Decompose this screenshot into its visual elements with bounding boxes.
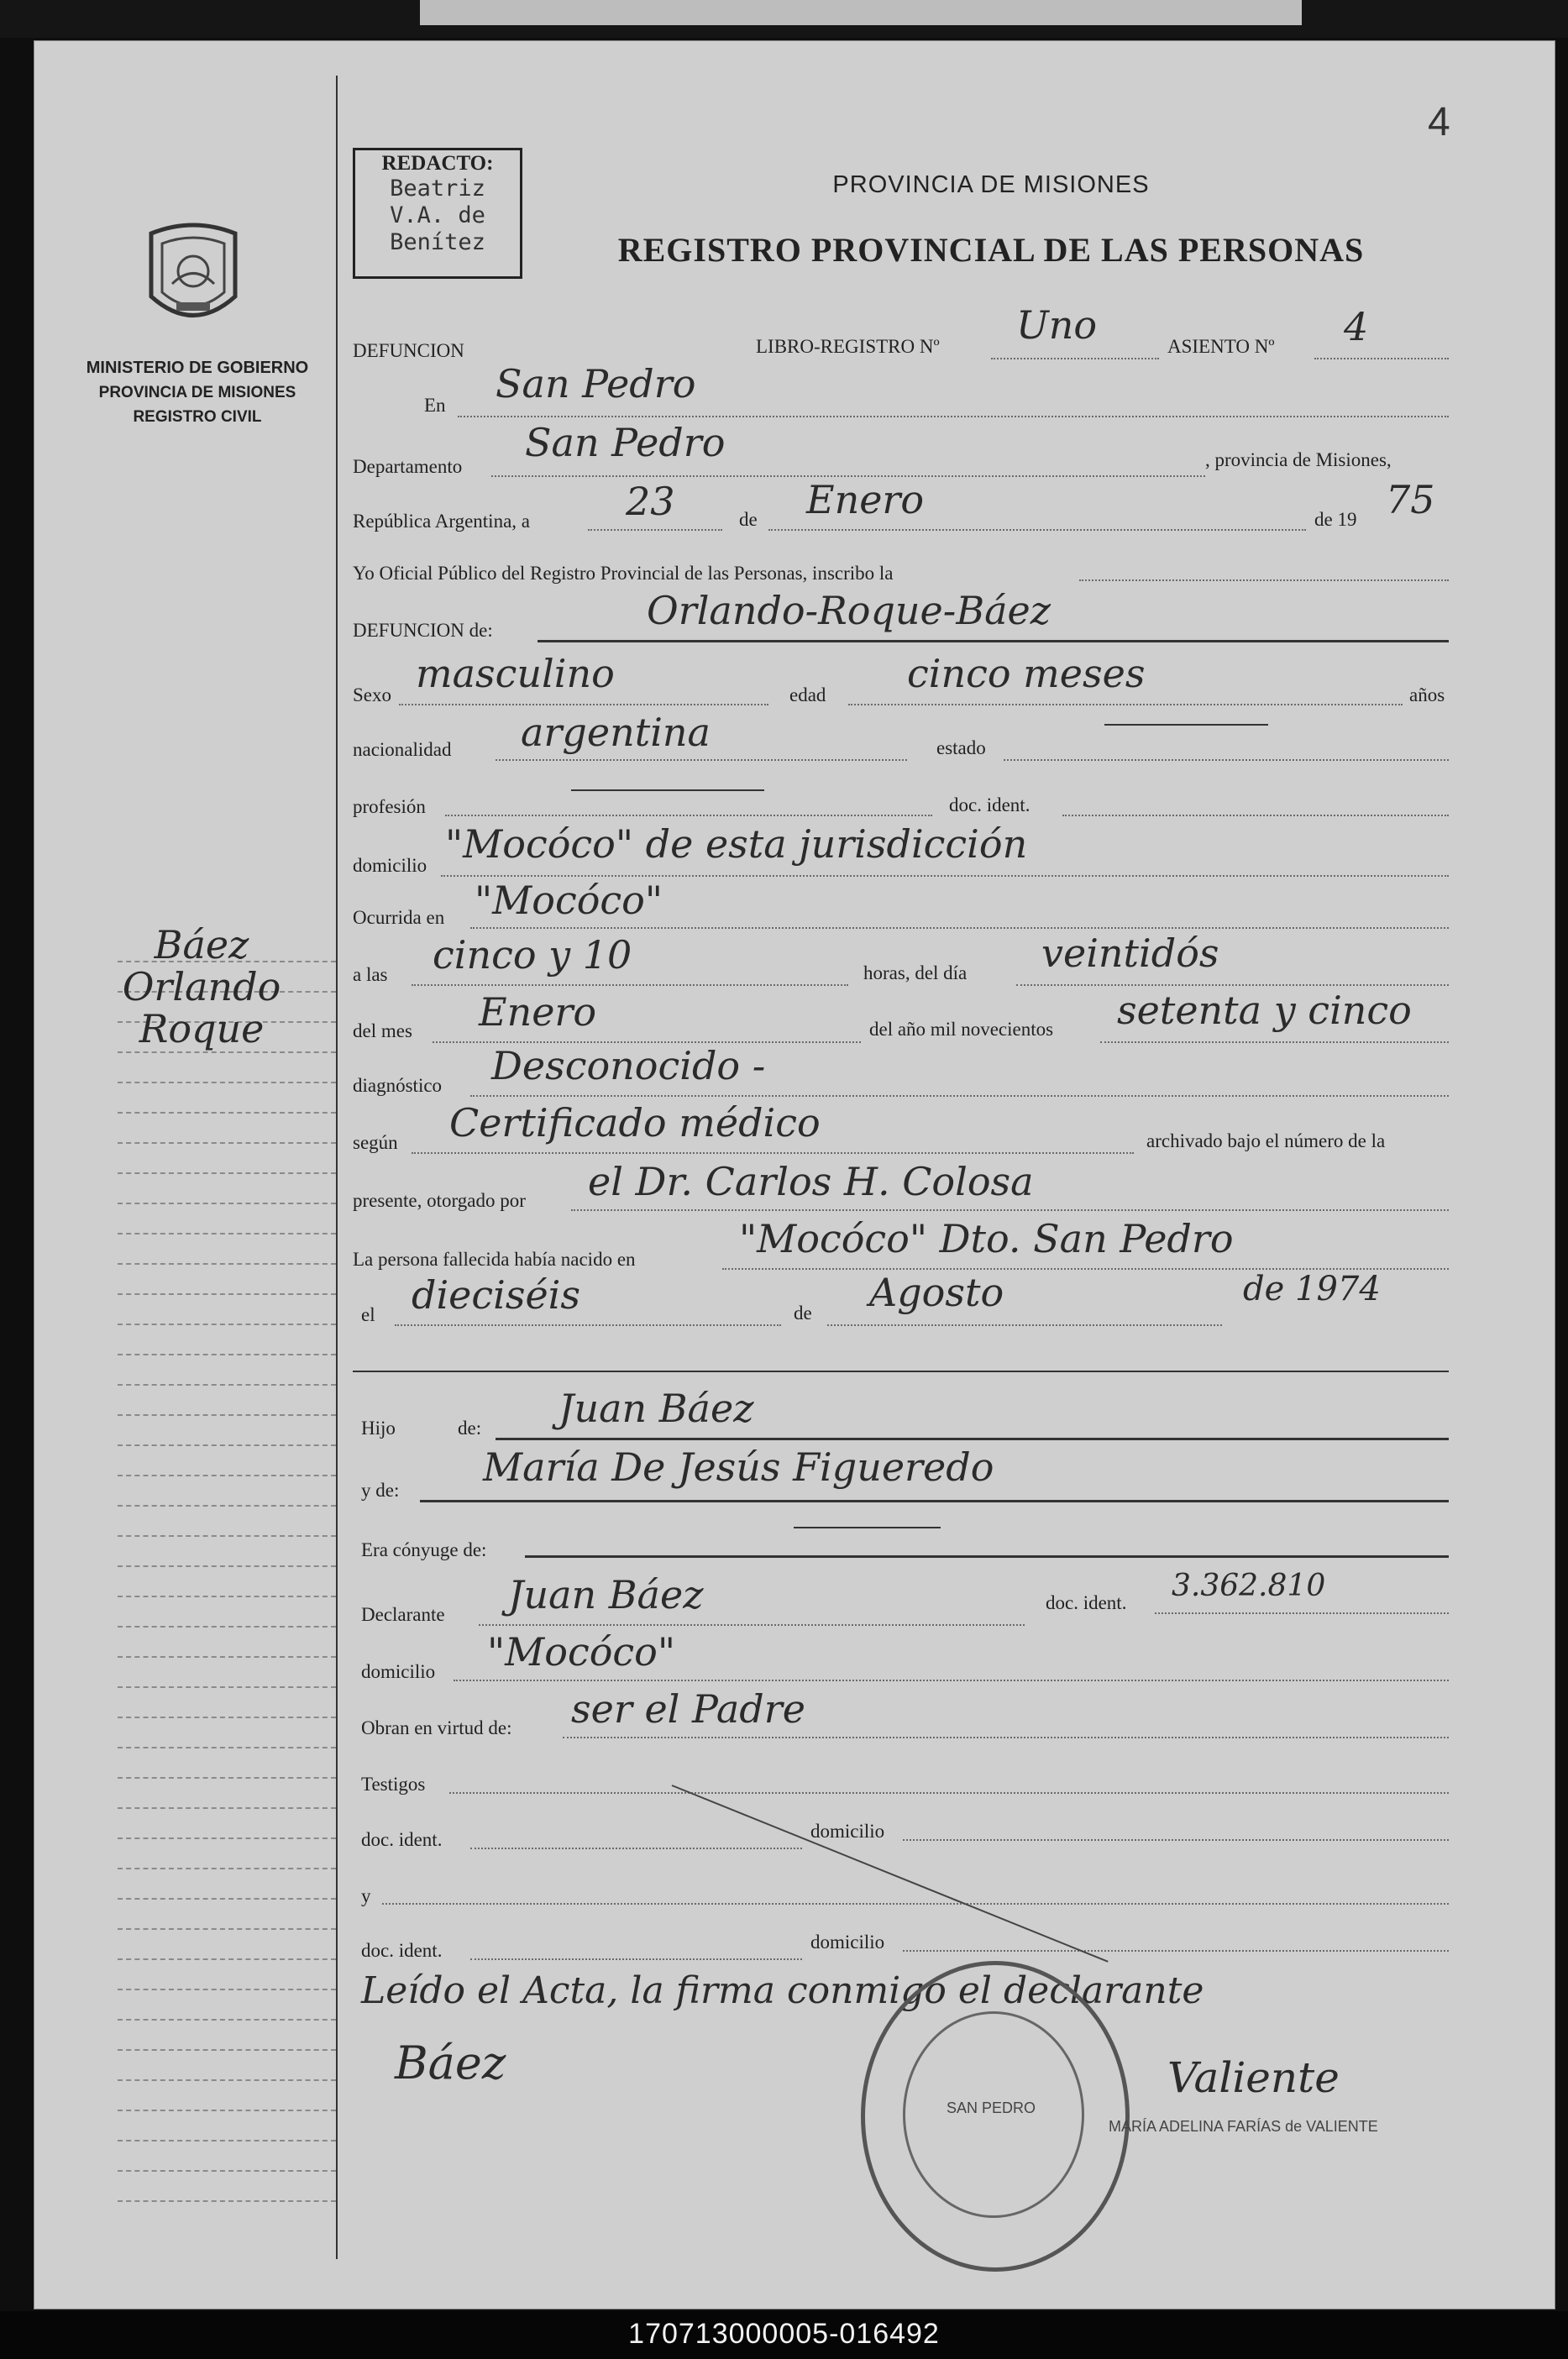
ministry-header bbox=[59, 356, 336, 429]
segun-value: Certificado médico bbox=[449, 1100, 821, 1145]
fill-line bbox=[768, 529, 1306, 531]
nacido-label: La persona fallecida había nacido en bbox=[353, 1249, 636, 1270]
fill-line bbox=[382, 1903, 1449, 1905]
decl-domicilio-label: domicilio bbox=[361, 1661, 436, 1682]
fill-line bbox=[794, 1527, 941, 1528]
section-divider bbox=[353, 1371, 1449, 1372]
nacionalidad-value: argentina bbox=[521, 710, 711, 755]
redacto-box bbox=[353, 148, 522, 279]
margin-annotation bbox=[97, 924, 307, 1050]
declarante-value: Juan Báez bbox=[508, 1572, 704, 1617]
defuncion-de-label: DEFUNCION de: bbox=[353, 620, 493, 641]
fill-line bbox=[449, 1792, 1449, 1794]
fill-line bbox=[903, 1839, 1449, 1841]
fill-line bbox=[445, 815, 932, 816]
fill-line bbox=[470, 1848, 802, 1849]
a-las-label: a las bbox=[353, 964, 388, 985]
dia-letras-value: veintidós bbox=[1041, 930, 1219, 976]
del-mes-label: del mes bbox=[353, 1020, 412, 1041]
nac-anio-value: de 1974 bbox=[1243, 1270, 1381, 1308]
ministry-line: REGISTRO CIVIL bbox=[133, 408, 262, 426]
obran-value: ser el Padre bbox=[571, 1686, 805, 1732]
defuncion-label: DEFUNCION bbox=[353, 340, 464, 361]
madre-value: María De Jesús Figueredo bbox=[483, 1444, 994, 1490]
margin-note-line: Báez bbox=[154, 922, 249, 967]
nac-dia-value: dieciséis bbox=[412, 1272, 581, 1318]
anio-letras-value: setenta y cinco bbox=[1117, 988, 1412, 1033]
fill-line bbox=[903, 1950, 1449, 1952]
fill-line bbox=[479, 1624, 1025, 1626]
margin-rule bbox=[336, 76, 338, 2259]
fill-line bbox=[563, 1737, 1449, 1738]
fill-line bbox=[454, 1680, 1449, 1681]
segun-label: según bbox=[353, 1132, 398, 1153]
fill-line bbox=[458, 416, 1449, 417]
fill-line bbox=[412, 1152, 1134, 1154]
officer-stamp: MARÍA ADELINA FARÍAS de VALIENTE bbox=[1109, 2118, 1378, 2135]
page-number: 4 bbox=[1428, 100, 1450, 144]
estado-label: estado bbox=[936, 737, 986, 758]
fill-line bbox=[470, 1958, 802, 1960]
testigo-domicilio-label: domicilio bbox=[810, 1821, 885, 1842]
anio-value: 75 bbox=[1386, 477, 1435, 522]
hijo-label: Hijo bbox=[361, 1418, 396, 1439]
sexo-label: Sexo bbox=[353, 684, 391, 705]
redacto-name: Beatriz bbox=[390, 176, 485, 202]
asiento-label: ASIENTO Nº bbox=[1167, 336, 1275, 357]
fill-line bbox=[827, 1324, 1222, 1326]
seal-text: SAN PEDRO bbox=[946, 2100, 1036, 2116]
en-value: San Pedro bbox=[496, 361, 696, 406]
fill-line bbox=[571, 789, 764, 791]
fill-line bbox=[1314, 358, 1449, 359]
fill-line bbox=[571, 1209, 1449, 1211]
testigo2-domicilio-label: domicilio bbox=[810, 1932, 885, 1953]
presente-label: presente, otorgado por bbox=[353, 1190, 526, 1211]
el-label: el bbox=[361, 1304, 375, 1325]
departamento-label: Departamento bbox=[353, 456, 463, 477]
horas-dia-label: horas, del día bbox=[863, 962, 968, 983]
dia-value: 23 bbox=[626, 479, 675, 524]
edad-label: edad bbox=[789, 684, 826, 705]
fill-line bbox=[441, 875, 1449, 877]
padre-value: Juan Báez bbox=[559, 1386, 754, 1431]
footer-id: 170713000005-016492 bbox=[628, 2318, 940, 2350]
redacto-name: V.A. de bbox=[390, 202, 485, 228]
nacionalidad-label: nacionalidad bbox=[353, 739, 452, 760]
province-title: PROVINCIA DE MISIONES bbox=[832, 171, 1150, 198]
doc-ident-label: doc. ident. bbox=[949, 794, 1030, 815]
fill-line bbox=[588, 529, 722, 531]
fill-line bbox=[470, 1095, 1449, 1097]
mes-value: Enero bbox=[806, 477, 925, 522]
decl-domicilio-value: "Mocóco" bbox=[487, 1629, 676, 1675]
fill-line bbox=[496, 1438, 1449, 1440]
ocurrida-value: "Mocóco" bbox=[475, 878, 663, 923]
signature-right: Valiente bbox=[1167, 2053, 1340, 2102]
libro-label: LIBRO-REGISTRO Nº bbox=[756, 336, 940, 357]
testigos-label: Testigos bbox=[361, 1774, 426, 1795]
archivado-label: archivado bajo el número de la bbox=[1146, 1130, 1386, 1151]
fallecido-value: Orlando-Roque-Báez bbox=[647, 588, 1051, 633]
ministry-line: MINISTERIO DE GOBIERNO bbox=[86, 359, 309, 377]
margin-note-line: Roque bbox=[139, 1006, 265, 1051]
de-label: de bbox=[739, 509, 758, 530]
declarante-label: Declarante bbox=[361, 1604, 445, 1625]
anio-prefix: de 19 bbox=[1314, 509, 1357, 530]
closing-text: Leído el Acta, la firma conmigo el declarante bbox=[361, 1969, 1204, 2012]
anios-label: años bbox=[1409, 684, 1445, 705]
fill-line bbox=[470, 927, 1449, 929]
fill-line bbox=[848, 704, 1403, 705]
fill-line bbox=[1079, 579, 1449, 581]
fill-line bbox=[1004, 759, 1449, 761]
redacto-header: REDACTO: bbox=[381, 152, 494, 175]
fill-line bbox=[412, 984, 848, 986]
departamento-value: San Pedro bbox=[525, 420, 726, 465]
fill-line bbox=[420, 1500, 1449, 1502]
declarante-doc-label: doc. ident. bbox=[1046, 1592, 1127, 1613]
del-mes-value: Enero bbox=[479, 989, 597, 1035]
domicilio-value: "Mocóco" de esta jurisdicción bbox=[445, 821, 1028, 867]
margin-note-line: Orlando bbox=[122, 964, 281, 1009]
declarante-doc-value: 3.362.810 bbox=[1172, 1569, 1326, 1603]
oficial-text: Yo Oficial Público del Registro Provincial de las Personas, inscribo la bbox=[353, 563, 894, 584]
nac-de-label: de bbox=[794, 1303, 812, 1324]
fill-line bbox=[1155, 1612, 1449, 1614]
testigo2-doc-label: doc. ident. bbox=[361, 1940, 443, 1961]
anio-mil-label: del año mil novecientos bbox=[869, 1019, 1054, 1040]
fill-line bbox=[399, 704, 768, 705]
sexo-value: masculino bbox=[416, 651, 615, 696]
fill-line bbox=[1062, 815, 1449, 816]
redacto-name: Benítez bbox=[390, 229, 485, 255]
fill-line bbox=[991, 358, 1159, 359]
diagnostico-label: diagnóstico bbox=[353, 1075, 443, 1096]
hijo-de-label: de: bbox=[458, 1418, 482, 1439]
hora-value: cinco y 10 bbox=[433, 932, 632, 978]
conyuge-label: Era cónyuge de: bbox=[361, 1539, 487, 1560]
fill-line bbox=[538, 640, 1449, 642]
provincia-suffix: , provincia de Misiones, bbox=[1205, 449, 1392, 470]
domicilio-label: domicilio bbox=[353, 855, 427, 876]
libro-value: Uno bbox=[1016, 302, 1098, 348]
presente-value: el Dr. Carlos H. Colosa bbox=[588, 1159, 1034, 1204]
y-de-label: y de: bbox=[361, 1480, 400, 1501]
margin-ruled-lines bbox=[118, 932, 336, 2202]
provincial-seal-icon bbox=[139, 217, 248, 334]
obran-label: Obran en virtud de: bbox=[361, 1717, 512, 1738]
ocurrida-label: Ocurrida en bbox=[353, 907, 445, 928]
fill-line bbox=[525, 1555, 1449, 1558]
republica-label: República Argentina, a bbox=[353, 511, 530, 532]
signature-left: Báez bbox=[395, 2037, 506, 2089]
fill-line bbox=[1104, 724, 1268, 726]
underlying-page bbox=[420, 0, 1302, 25]
asiento-value: 4 bbox=[1344, 304, 1369, 349]
fill-line bbox=[496, 759, 907, 761]
nac-mes-value: Agosto bbox=[869, 1270, 1004, 1315]
testigo-doc-label: doc. ident. bbox=[361, 1829, 443, 1850]
registry-title: REGISTRO PROVINCIAL DE LAS PERSONAS bbox=[617, 231, 1365, 269]
fill-line bbox=[1016, 984, 1449, 986]
fill-line bbox=[1100, 1041, 1449, 1043]
diagnostico-value: Desconocido - bbox=[491, 1043, 766, 1088]
fill-line bbox=[395, 1324, 781, 1326]
edad-value: cinco meses bbox=[907, 651, 1146, 696]
ministry-line: PROVINCIA DE MISIONES bbox=[98, 384, 296, 401]
nacido-value: "Mocóco" Dto. San Pedro bbox=[739, 1216, 1234, 1261]
profesion-label: profesión bbox=[353, 796, 426, 817]
en-label: En bbox=[424, 395, 446, 416]
y-label: y bbox=[361, 1885, 371, 1906]
